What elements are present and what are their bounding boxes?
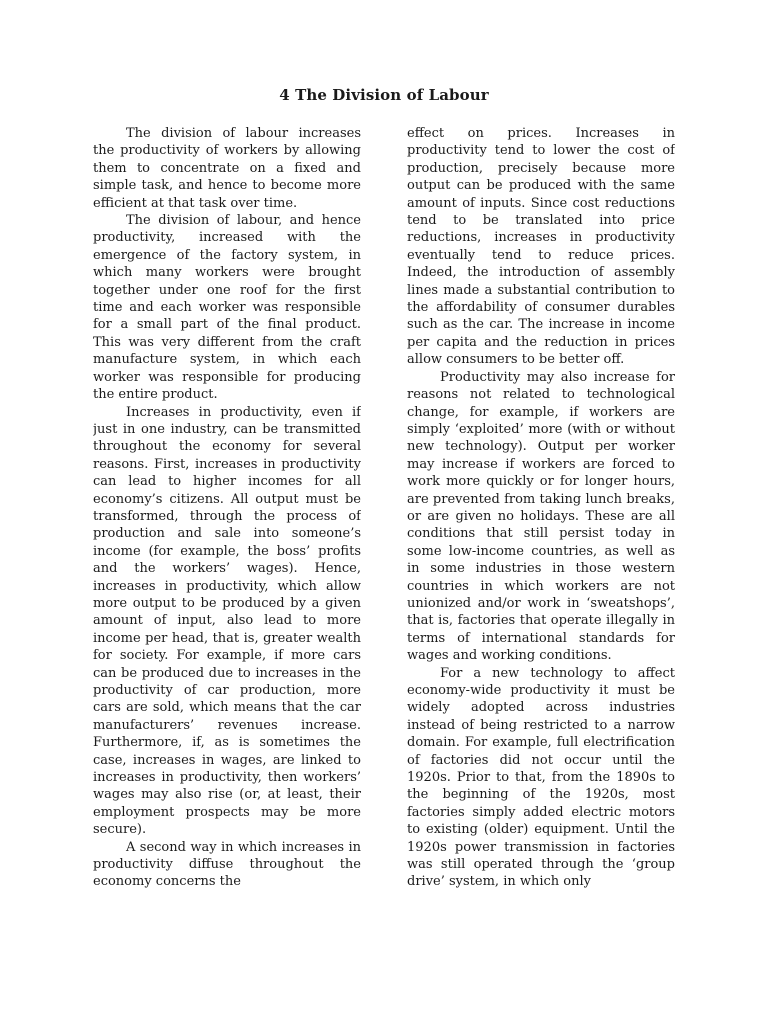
right-column (407, 125, 675, 945)
paragraph: The division of labour increases the productivity of workers by allowing them to concentrate on a fixed and simple task, and hence to become more efficient at that task over time. (93, 126, 361, 211)
left-column (93, 125, 361, 945)
paragraph: For a new technology to affect economy-wide productivity it must be widely adopted across industries instead of being restricted to a narrow domain. For example, full electrification of factories did not occur until the 1920s. Prior to that, from the 1890s to the beginning of the 1920s, most factories simply added electric motors to existing (older) equipment. Until the 1920s power transmission in factories was still operated through the ‘group drive’ system, in which only (407, 665, 675, 890)
paragraph: Increases in productivity, even if just in one industry, can be transmitted throughout the economy for several reasons. First, increases in productivity can lead to higher incomes for all economy’s citizens. All output must be transformed, through the process of production and sale into someone’s income (for example, the boss’ profits and the workers’ wages). Hence, increases in productivity, which allow more output to be produced by a given amount of input, also lead to more income per head, that is, greater wealth for society. For example, if more cars can be produced due to increases in the productivity of car production, more cars are sold, which means that the car manufacturers’ revenues increase. Furthermore, if, as is sometimes the case, increases in wages, are linked to increases in productivity, then workers’ wages may also rise (or, at least, their employment prospects may be more secure). (93, 404, 361, 838)
paragraph-continued: effect on prices. Increases in productivity tend to lower the cost of production, precisely because more output can be produced with the same amount of inputs. Since cost reductions tend to be translated into price reductions, increases in productivity eventually tend to reduce prices. Indeed, the introduction of assembly lines made a substantial contribution to the affordability of consumer durables such as the car. The increase in income per capita and the reduction in prices allow consumers to be better off. (407, 126, 675, 368)
paragraph: A second way in which increases in productivity diffuse throughout the economy concerns the (93, 839, 361, 890)
paragraph: The division of labour, and hence productivity, increased with the emergence of the factory system, in which many workers were brought together under one roof for the first time and each worker was responsible for a small part of the final product. This was very different from the craft manufacture system, in which each worker was responsible for producing the entire product. (93, 213, 361, 403)
paragraph: Productivity may also increase for reasons not related to technological change, for example, if workers are simply ‘exploited’ more (with or without new technology). Output per worker may increase if workers are forced to work more quickly or for longer hours, are prevented from taking lunch breaks, or are given no holidays. These are all conditions that still persist today in some low-income countries, as well as in some industries in those western countries in which workers are not unionized and/or work in ‘sweatshops’, that is, factories that operate illegally in terms of international standards for wages and working conditions. (407, 369, 675, 664)
page-title: 4 The Division of Labour (279, 86, 489, 104)
